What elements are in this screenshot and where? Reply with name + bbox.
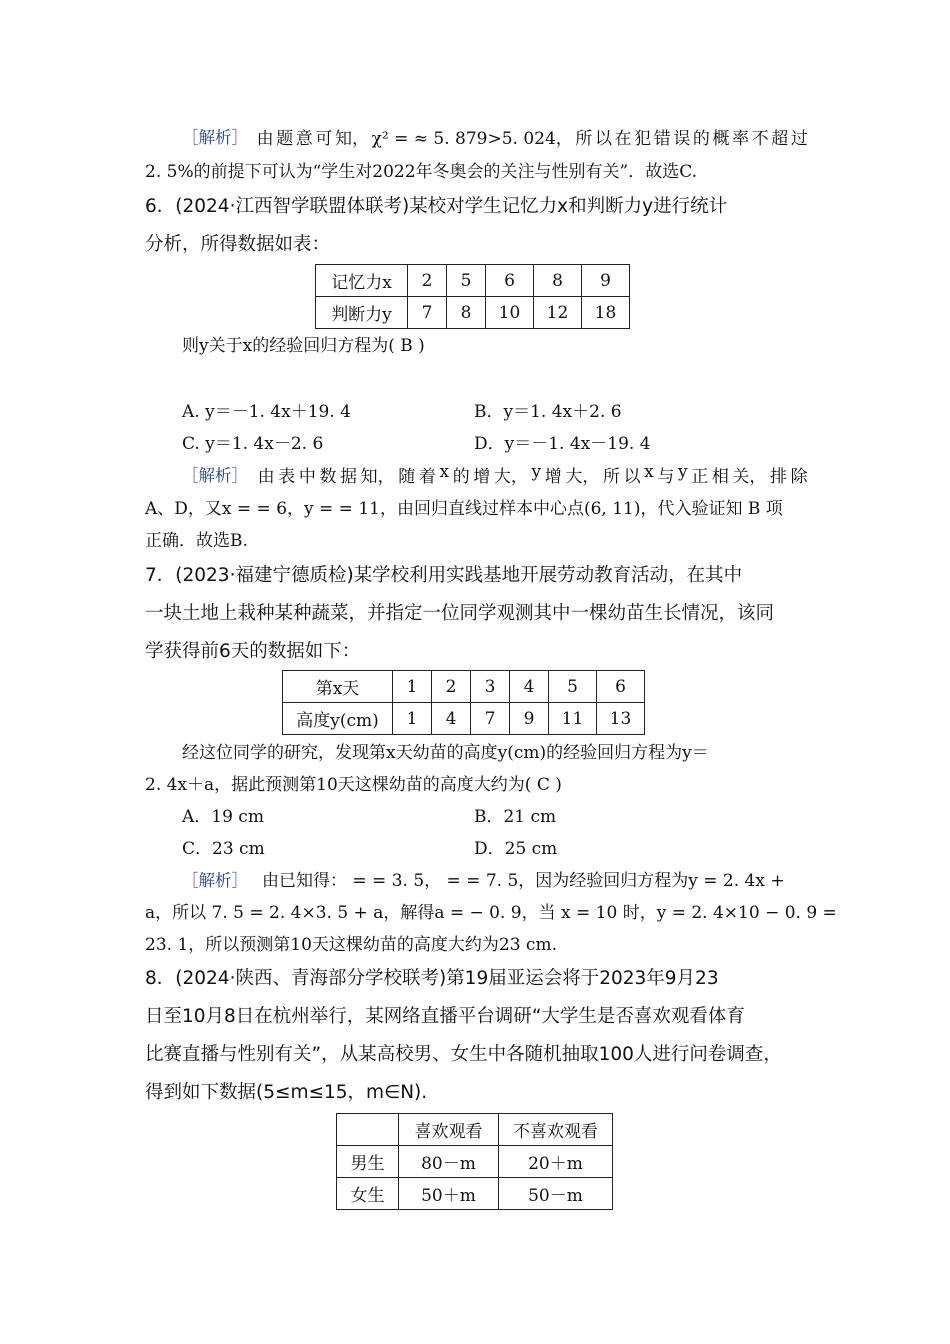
- text-fragment: 所: [575, 129, 593, 149]
- q7-analysis-line2: a，所以 7. 5 = 2. 4×3. 5 + a，解得a = − 0. 9，当 x = 10 时，y = 2. 4×10 − 0. 9 =: [145, 903, 837, 923]
- text-fragment: 由: [256, 129, 274, 149]
- table-cell: 10: [486, 297, 534, 329]
- table-cell: 11: [549, 703, 597, 735]
- table-cell: 第x天: [283, 671, 393, 703]
- table-cell: 7: [471, 703, 510, 735]
- q8-line3: 比赛直播与性别有关”，从某高校男、女生中各随机抽取100人进行问卷调查，: [145, 1044, 782, 1065]
- q7-option-a: A．19 cm: [182, 807, 264, 827]
- text-fragment: 率: [732, 129, 750, 149]
- q7-option-d: D．25 cm: [474, 839, 558, 859]
- text-fragment: 相: [711, 467, 729, 487]
- text-fragment: 题: [276, 129, 294, 149]
- table-cell: 7: [408, 297, 447, 329]
- text-fragment: x: [439, 462, 450, 482]
- q6-option-b: B．y＝1. 4x＋2. 6: [474, 402, 622, 422]
- table-cell: 13: [597, 703, 645, 735]
- table-row: [283, 703, 645, 735]
- table-row: [337, 1178, 613, 1210]
- q6-option-d: D．y＝－1. 4x－19. 4: [474, 434, 651, 454]
- text-fragment: 大，: [565, 467, 600, 487]
- text-fragment: 误: [673, 129, 691, 149]
- q8-line2: 日至10月8日在杭州举行，某网络直播平台调研“大学生是否喜欢观看体育: [145, 1006, 745, 1027]
- q8-line4: 得到如下数据(5≤m≤15，m∈N).: [145, 1082, 428, 1103]
- text-fragment: 过: [790, 129, 808, 149]
- p1-line1: [182, 124, 808, 149]
- table-cell: 喜欢观看: [399, 1114, 499, 1146]
- table-cell: 50－m: [499, 1178, 613, 1210]
- table-row: [316, 297, 630, 329]
- table-cell: 20＋m: [499, 1146, 613, 1178]
- text-fragment: 据: [340, 467, 358, 487]
- text-fragment: 所: [602, 467, 620, 487]
- text-fragment: 的: [452, 467, 470, 487]
- text-fragment: 由: [257, 467, 275, 487]
- table-cell: 50＋m: [399, 1178, 499, 1210]
- q6-analysis-line3: 正确．故选B.: [145, 531, 248, 551]
- table-cell: 1: [393, 703, 432, 735]
- text-fragment: 随: [398, 467, 416, 487]
- q6-analysis-line2: A、D，又x = = 6，y = = 11，由回归直线过样本中心点(6, 11)，代入验证知 B 项: [145, 499, 783, 519]
- text-fragment: 错: [653, 129, 671, 149]
- text-fragment: y: [531, 462, 542, 482]
- table-cell: 判断力y: [316, 297, 408, 329]
- q6-line1: 6．(2024·江西智学联盟体联考)某校对学生记忆力x和判断力y进行统计: [145, 196, 728, 217]
- analysis-tag: ［解析］: [182, 128, 248, 147]
- text-fragment: 犯: [634, 129, 652, 149]
- table-cell: [337, 1114, 399, 1146]
- analysis-tag: ［解析］: [182, 871, 248, 890]
- q7-stem-line1: 经这位同学的研究，发现第x天幼苗的高度y(cm)的经验回归方程为y＝: [182, 743, 709, 763]
- text-fragment: 知，: [360, 467, 395, 487]
- text-fragment: 不: [751, 129, 769, 149]
- q7-option-b: B．21 cm: [474, 807, 557, 827]
- table-cell: 不喜欢观看: [499, 1114, 613, 1146]
- table-row: [337, 1146, 613, 1178]
- q7-analysis-line1: [182, 866, 808, 891]
- text-fragment: 的: [692, 129, 710, 149]
- p1-line2: 2. 5%的前提下可认为“学生对2022年冬奥会的关注与性别有关”．故选C.: [145, 162, 698, 182]
- q8-line1: 8．(2024·陕西、青海部分学校联考)第19届亚运会将于2023年9月23: [145, 968, 719, 989]
- text-fragment: 在: [614, 129, 632, 149]
- q6-data-table: [315, 264, 630, 329]
- table-row: [316, 265, 630, 297]
- table-cell: 18: [582, 297, 630, 329]
- text-fragment: 超: [771, 129, 789, 149]
- table-cell: 9: [582, 265, 630, 297]
- table-cell: 记忆力x: [316, 265, 408, 297]
- text-fragment: 排: [770, 467, 788, 487]
- text-fragment: y: [677, 462, 688, 482]
- table-cell: 2: [432, 671, 471, 703]
- table-cell: 8: [447, 297, 486, 329]
- q7-stem-line2: 2. 4x＋a，据此预测第10天这棵幼苗的高度大约为( C ): [145, 775, 562, 795]
- table-cell: 4: [432, 703, 471, 735]
- q7-line3: 学获得前6天的数据如下：: [145, 641, 361, 662]
- text-fragment: 可: [315, 129, 333, 149]
- table-cell: 女生: [337, 1178, 399, 1210]
- table-row: [337, 1114, 613, 1146]
- text-fragment: 着: [418, 467, 436, 487]
- table-cell: 男生: [337, 1146, 399, 1178]
- q8-data-table: [336, 1113, 613, 1210]
- text-fragment: 意: [295, 129, 313, 149]
- q6-analysis-line1: [182, 462, 808, 487]
- table-cell: 1: [393, 671, 432, 703]
- table-cell: 6: [597, 671, 645, 703]
- text-fragment: x: [644, 462, 654, 482]
- text-fragment: 中: [298, 467, 316, 487]
- q7-line1: 7．(2023·福建宁德质检)某学校利用实践基地开展劳动教育活动，在其中: [145, 565, 743, 586]
- text-fragment: χ² = ≈ 5. 879>5. 024，: [371, 129, 573, 149]
- text-fragment: 正: [691, 467, 709, 487]
- q7-option-c: C．23 cm: [182, 839, 265, 859]
- q7-line2: 一块土地上栽种某种蔬菜，并指定一位同学观测其中一棵幼苗生长情况，该同: [145, 603, 775, 624]
- table-cell: 高度y(cm): [283, 703, 393, 735]
- text-fragment: 关，: [732, 467, 767, 487]
- text-fragment: 表: [278, 467, 296, 487]
- table-cell: 8: [534, 265, 582, 297]
- text-fragment: 增: [473, 467, 491, 487]
- text-fragment: 以: [623, 467, 641, 487]
- q6-line2: 分析，所得数据如表：: [145, 234, 331, 255]
- table-cell: 80－m: [399, 1146, 499, 1178]
- table-cell: 4: [510, 671, 549, 703]
- text-fragment: 大，: [493, 467, 528, 487]
- table-cell: 9: [510, 703, 549, 735]
- text-fragment: 以: [594, 129, 612, 149]
- table-row: [283, 671, 645, 703]
- table-cell: 5: [447, 265, 486, 297]
- table-cell: 6: [486, 265, 534, 297]
- q7-analysis-text: 由已知得： = = 3. 5， = = 7. 5，因为经验回归方程为y = 2. 4x +: [262, 871, 785, 891]
- text-fragment: 增: [544, 467, 562, 487]
- table-cell: 12: [534, 297, 582, 329]
- q6-option-c: C. y＝1. 4x－2. 6: [182, 434, 324, 454]
- table-cell: 2: [408, 265, 447, 297]
- q6-stem: 则y关于x的经验回归方程为( B ): [182, 336, 425, 356]
- text-fragment: 与: [657, 467, 675, 487]
- analysis-tag: ［解析］: [182, 466, 248, 485]
- q7-data-table: [282, 670, 645, 735]
- table-cell: 5: [549, 671, 597, 703]
- table-cell: 3: [471, 671, 510, 703]
- q6-option-a: A. y＝－1. 4x＋19. 4: [182, 402, 351, 422]
- text-fragment: 概: [712, 129, 730, 149]
- text-fragment: 知，: [334, 129, 369, 149]
- text-fragment: 除: [790, 467, 808, 487]
- text-fragment: 数: [319, 467, 337, 487]
- q7-analysis-line3: 23. 1，所以预测第10天这棵幼苗的高度大约为23 cm.: [145, 935, 557, 955]
